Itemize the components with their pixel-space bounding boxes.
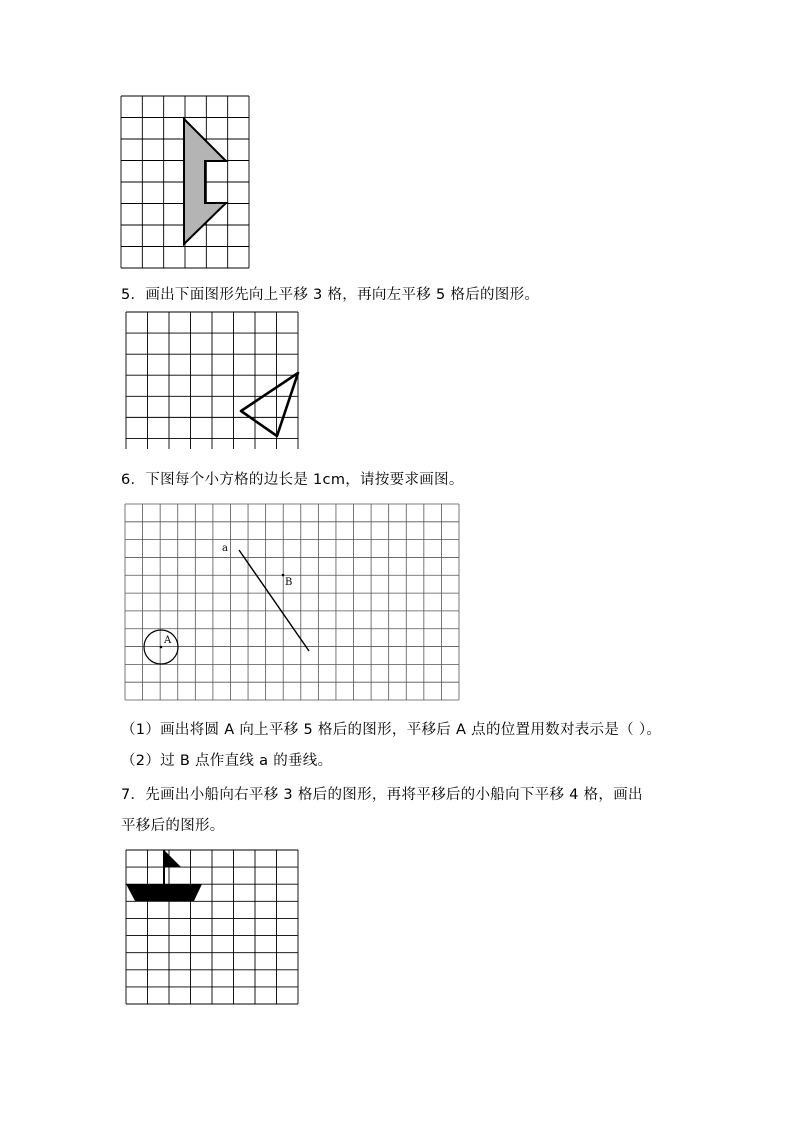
question-7-line1: 7．先画出小船向右平移 3 格后的图形，再将平移后的小船向下平移 4 格，画出 [121, 787, 643, 803]
question-7-line2: 平移后的图形。 [121, 818, 225, 834]
grid-figure-triangle [126, 312, 298, 449]
grid-figure-boat [126, 850, 298, 1004]
question-5-text: 5．画出下面图形先向上平移 3 格，再向左平移 5 格后的图形。 [121, 287, 540, 303]
question-6-text: 6．下图每个小方格的边长是 1cm，请按要求画图。 [121, 472, 464, 488]
grid-figure-line-and-circle [125, 504, 459, 700]
question-6-sub2: （2）过 B 点作直线 a 的垂线。 [121, 753, 333, 769]
triangle-shape [241, 373, 298, 436]
grid-figure-shaded-shape [121, 96, 249, 268]
line-a [239, 550, 309, 651]
point-a [160, 646, 163, 649]
boat-sail [164, 850, 181, 867]
point-b-label: B [285, 577, 293, 588]
point-b [282, 574, 285, 577]
question-6-sub1: （1）画出将圆 A 向上平移 5 格后的图形，平移后 A 点的位置用数对表示是（ ）。 [121, 722, 662, 738]
point-a-label: A [164, 635, 172, 646]
line-a-label: a [222, 543, 228, 554]
boat-hull [126, 884, 202, 901]
